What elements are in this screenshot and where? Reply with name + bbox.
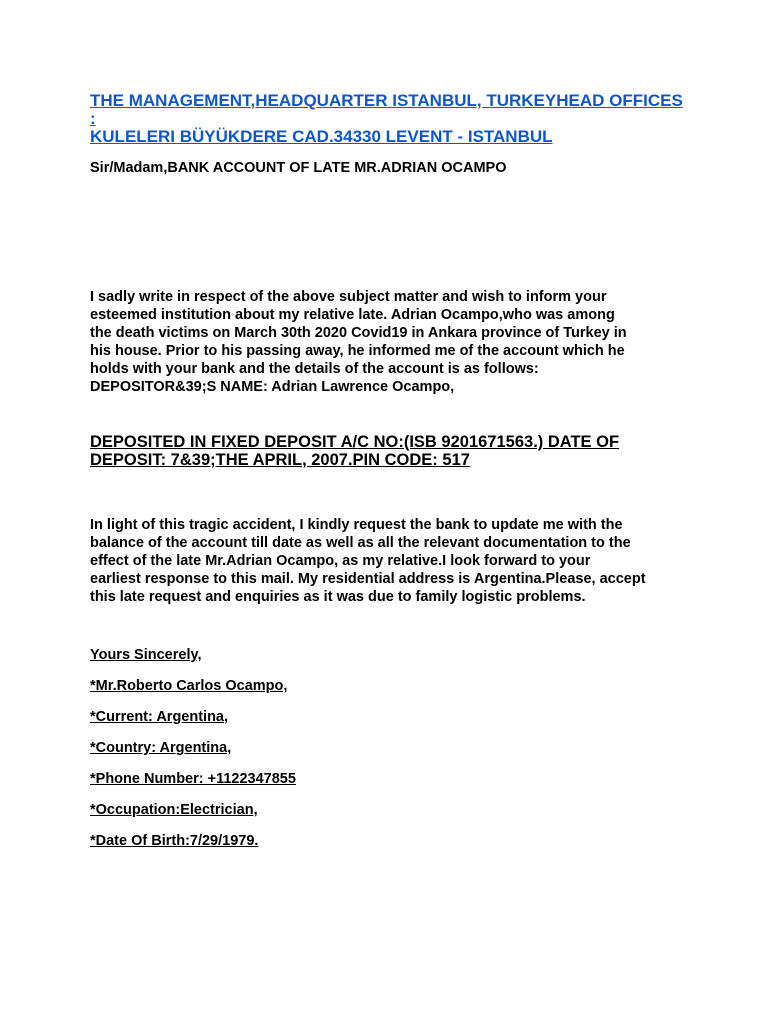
paragraph-account-intro <box>90 288 690 396</box>
paragraph-line: balance of the account till date as well as all the relevant documentation to the <box>90 535 631 551</box>
heading-link-line1[interactable]: THE MANAGEMENT,HEADQUARTER ISTANBUL, TURKEYHEAD OFFICES : <box>90 91 683 128</box>
paragraph-request <box>90 516 690 606</box>
depositor-name-line: DEPOSITOR&39;S NAME: Adrian Lawrence Ocampo, <box>90 379 455 395</box>
heading-link-line2[interactable]: KULELERI BÜYÜKDERE CAD.34330 LEVENT - ISTANBUL <box>90 127 553 146</box>
sender-date-of-birth: *Date Of Birth:7/29/1979. <box>90 833 259 849</box>
sender-occupation: *Occupation:Electrician, <box>90 802 258 818</box>
paragraph-line: the death victims on March 30th 2020 Covid19 in Ankara province of Turkey in <box>90 325 627 341</box>
paragraph-line: his house. Prior to his passing away, he informed me of the account which he <box>90 343 625 359</box>
paragraph-line: esteemed institution about my relative late. Adrian Ocampo,who was among <box>90 307 615 323</box>
sender-current: *Current: Argentina, <box>90 709 229 725</box>
paragraph-line: effect of the late Mr.Adrian Ocampo, as my relative.I look forward to your <box>90 553 591 569</box>
deposit-line: DEPOSIT: 7&39;THE APRIL, 2007.PIN CODE: 517 <box>90 451 470 469</box>
sender-country: *Country: Argentina, <box>90 740 232 756</box>
paragraph-line: this late request and enquiries as it was due to family logistic problems. <box>90 589 586 605</box>
sender-phone: *Phone Number: +1122347855 <box>90 771 296 787</box>
sender-name: *Mr.Roberto Carlos Ocampo, <box>90 678 288 694</box>
deposit-details <box>90 433 690 469</box>
paragraph-line: In light of this tragic accident, I kindly request the bank to update me with the <box>90 517 623 533</box>
paragraph-line: I sadly write in respect of the above subject matter and wish to inform your <box>90 289 607 305</box>
signature-block <box>90 646 690 850</box>
paragraph-line: holds with your bank and the details of the account is as follows: <box>90 361 539 377</box>
salutation-subject: Sir/Madam,BANK ACCOUNT OF LATE MR.ADRIAN OCAMPO <box>90 160 507 176</box>
letter-page <box>90 92 690 863</box>
closing-line: Yours Sincerely, <box>90 647 202 663</box>
paragraph-line: earliest response to this mail. My residential address is Argentina.Please, accept <box>90 571 646 587</box>
deposit-line: DEPOSITED IN FIXED DEPOSIT A/C NO:(ISB 9201671563.) DATE OF <box>90 433 620 451</box>
